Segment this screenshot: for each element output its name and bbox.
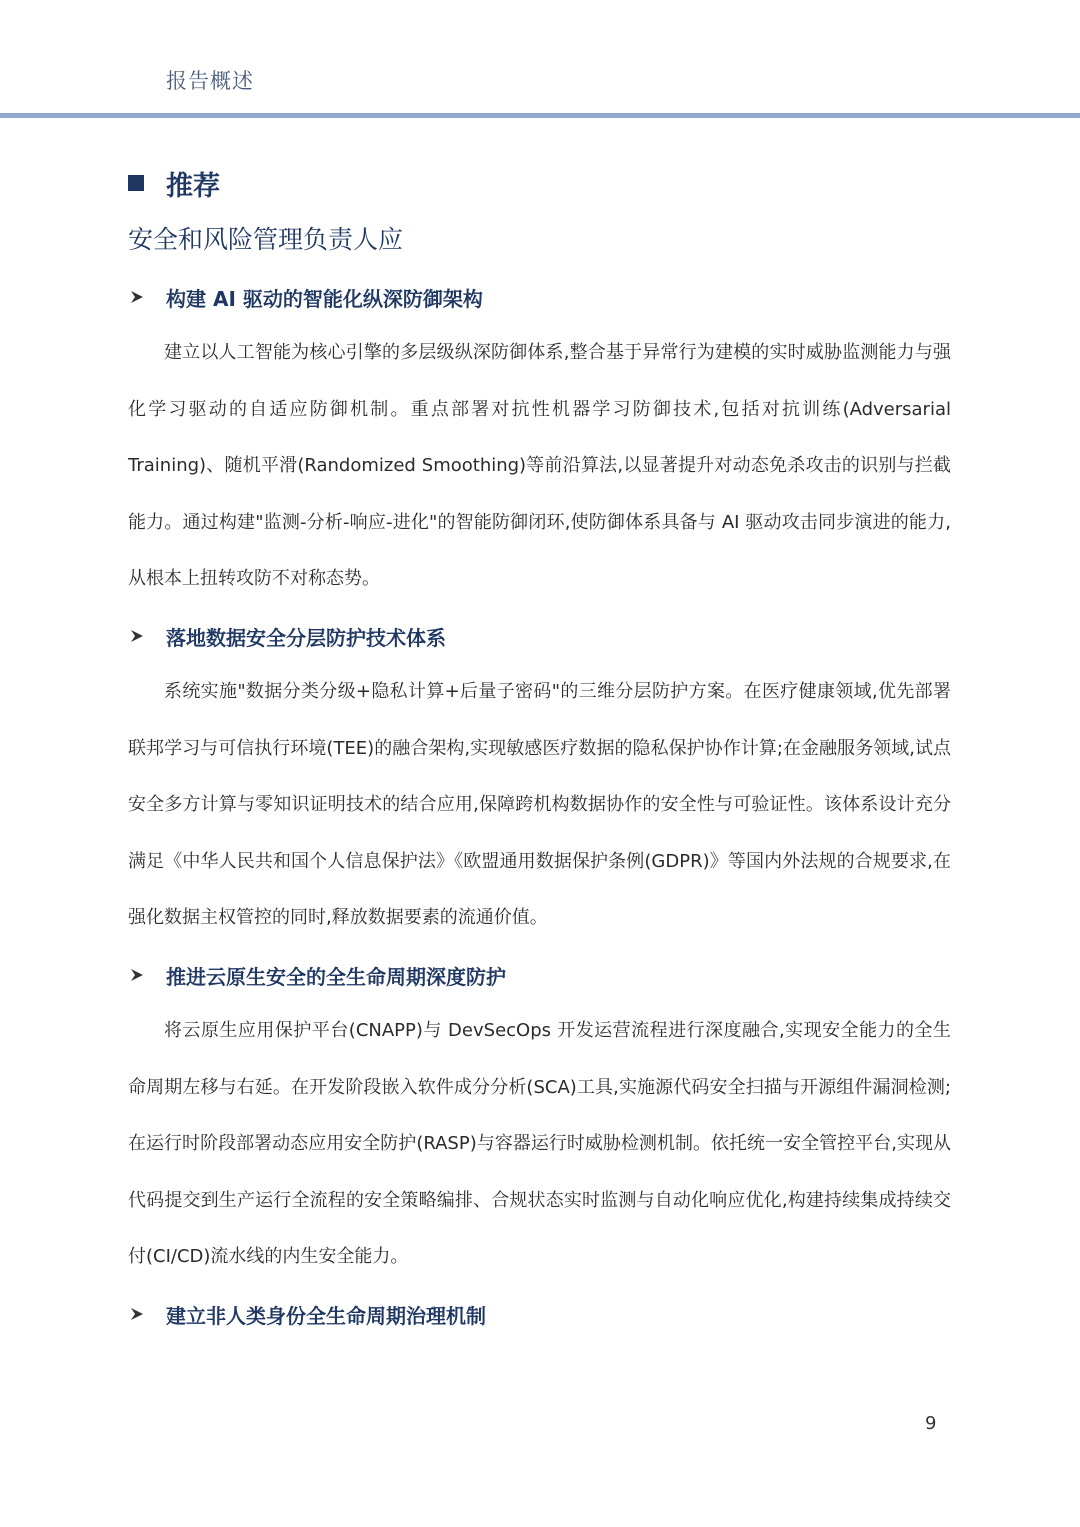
arrowhead-bullet-icon [130,629,144,643]
section-heading [128,281,483,313]
arrowhead-bullet-icon [130,1307,144,1321]
arrowhead-bullet-icon [130,290,144,304]
section-heading [128,620,446,652]
section-heading-text: 建立非人类身份全生命周期治理机制 [166,1303,486,1328]
section-paragraph: 将云原生应用保护平台(CNAPP)与 DevSecOps 开发运营流程进行深度融合,实现安全能力的全生命周期左移与右延。在开发阶段嵌入软件成分分析(SCA)工具,实施源代码安全扫描与开源组件漏洞检测;在运行时阶段部署动态应用安全防护(RASP)与容器运行时威胁检测机制。依托统一安全管控平台,实现从代码提交到生产运行全流程的安全策略编排、合规状态实时监测与自动化响应优化,构建持续集成持续交付(CI/CD)流水线的内生安全能力。 [128,1020,951,1268]
section-heading-text: 落地数据安全分层防护技术体系 [166,625,446,650]
sub-heading: 安全和风险管理负责人应 [128,225,404,254]
section-paragraph: 建立以人工智能为核心引擎的多层级纵深防御体系,整合基于异常行为建模的实时威胁监测能力与强化学习驱动的自适应防御机制。重点部署对抗性机器学习防御技术,包括对抗训练(Adversarial Training)、随机平滑(Randomized Smoothing)等前沿算法,以显著提升对动态免杀攻击的识别与拦截能力。通过构建"监测-分析-响应-进化"的智能防御闭环,使防御体系具备与 AI 驱动攻击同步演进的能力,从根本上扭转攻防不对称态势。 [128,342,951,590]
square-bullet-icon [128,175,144,191]
section-heading [128,1298,486,1330]
main-heading-text: 推荐 [166,170,220,202]
header-divider [0,113,1080,118]
header-title: 报告概述 [166,69,254,93]
section-heading [128,959,506,991]
section-paragraph: 系统实施"数据分类分级+隐私计算+后量子密码"的三维分层防护方案。在医疗健康领域,优先部署联邦学习与可信执行环境(TEE)的融合架构,实现敏感医疗数据的隐私保护协作计算;在金融服务领域,试点安全多方计算与零知识证明技术的结合应用,保障跨机构数据协作的安全性与可验证性。该体系设计充分满足《中华人民共和国个人信息保护法》《欧盟通用数据保护条例(GDPR)》等国内外法规的合规要求,在强化数据主权管控的同时,释放数据要素的流通价值。 [128,681,951,929]
section-heading-text: 推进云原生安全的全生命周期深度防护 [166,964,506,989]
section-heading-text: 构建 AI 驱动的智能化纵深防御架构 [166,286,483,311]
page-number: 9 [925,1413,937,1434]
main-heading [128,163,220,203]
arrowhead-bullet-icon [130,968,144,982]
